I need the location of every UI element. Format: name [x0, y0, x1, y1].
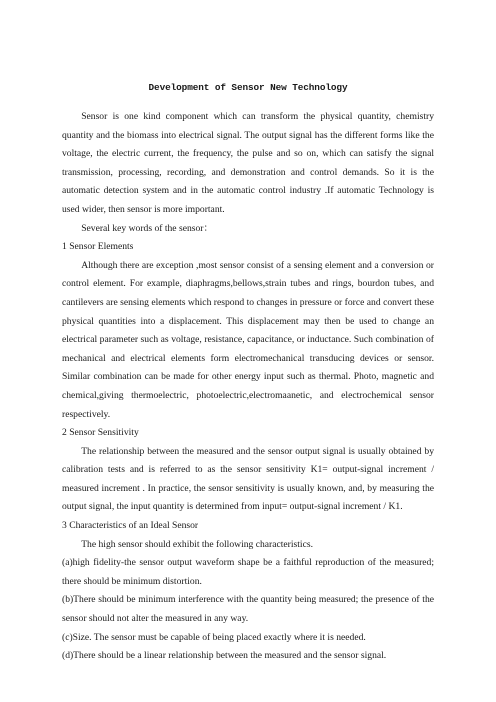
characteristic-item: (a)high fidelity-the sensor output waveform shape be a faithful reproduction of the measured; there should be minimum distortion.: [62, 557, 434, 587]
section-heading-sensor-sensitivity: 2 Sensor Sensitivity: [62, 427, 139, 439]
characteristic-item: (b)There should be minimum interference with the quantity being measured; the presence of the sensor should not alter the measured in any way.: [62, 594, 434, 625]
document-page: [62, 80, 434, 666]
intro-paragraph: Sensor is one kind component which can transform the physical quantity, chemistry quantity and the biomass into electrical signal. The output signal has the different forms like the voltage, the electric current, the frequency, the pulse and so on, which can satisfy the signal transmission, processing, recording, and demonstration and control demands. So it is the automatic detection system and in the automatic control industry .If automatic Technology is used wider, then sensor is more important.: [62, 111, 434, 215]
document-title: Development of Sensor New Technology: [148, 82, 348, 93]
characteristic-item: (c)Size. The sensor must be capable of being placed exactly where it is needed.: [62, 631, 366, 643]
section-heading-ideal-sensor: 3 Characteristics of an Ideal Sensor: [62, 520, 199, 532]
section-body-sensor-sensitivity: The relationship between the measured and the sensor output signal is usually obtained by calibration tests and is referred to as the sensor sensitivity K1= output-signal increment / measured increment . In practice, the sensor sensitivity is usually known, and, by measuring the output signal, the input quantity is determined from input= output-signal increment / K1.: [62, 445, 434, 513]
section-body-sensor-elements: Although there are exception ,most sensor consist of a sensing element and a conversion or control element. For example, diaphragms,bellows,strain tubes and rings, bourdon tubes, and cantilevers are sensing elements which respond to changes in pressure or force and convert these physical quantities into a displacement. This displacement may then be used to change an electrical parameter such as voltage, resistance, capacitance, or inductance. Such combination of mechanical and electrical elements form electromechanical transducing devices or sensor. Similar combination can be made for other energy input such as thermal. Photo, magnetic and chemical,giving thermoelectric, photoelectric,electromaanetic, and electrochemical sensor respectively.: [62, 259, 434, 420]
section-heading-sensor-elements: 1 Sensor Elements: [62, 241, 134, 253]
keywords-intro: Several key words of the sensor：: [81, 222, 214, 234]
characteristic-item: (d)There should be a linear relationship between the measured and the sensor signal.: [62, 650, 387, 662]
section-body-ideal-sensor: The high sensor should exhibit the following characteristics.: [81, 538, 313, 550]
